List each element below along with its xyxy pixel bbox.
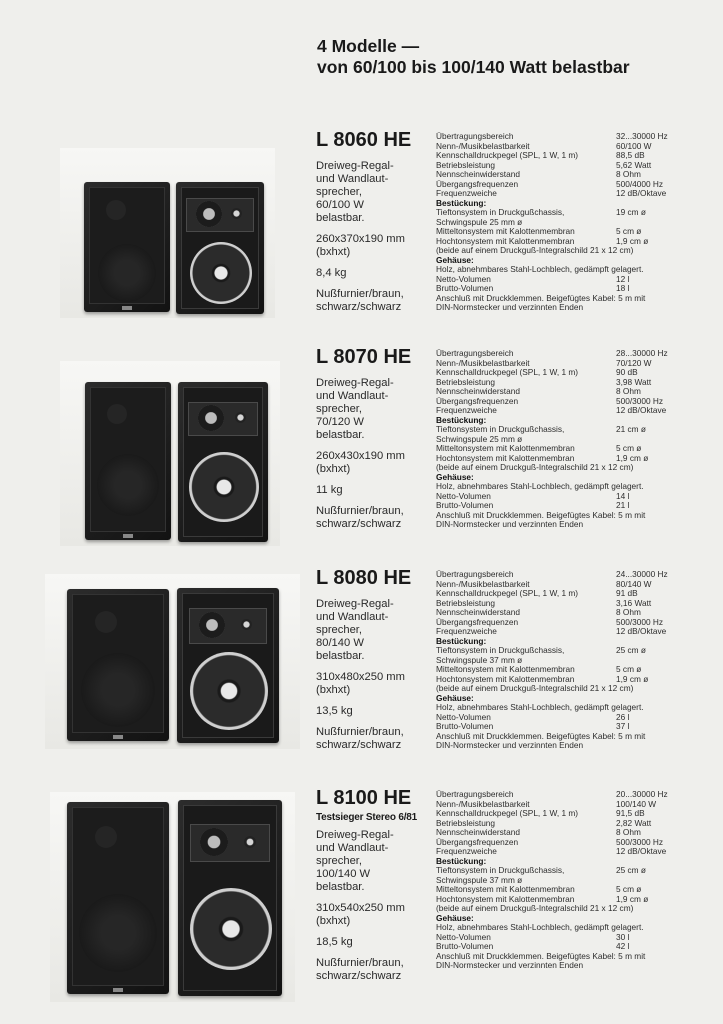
spec-note: (beide auf einem Druckguß-Integralschild 21 x 12 cm) — [436, 683, 634, 693]
spec-row: Nenn-/Musikbelastbarkeit 70/120 W — [436, 357, 652, 368]
spec-row: Brutto-Volumen 21 l — [436, 500, 630, 510]
finish: schwarz/schwarz — [316, 301, 402, 313]
spec-row: Betriebsleistung 3,16 Watt — [436, 597, 652, 608]
description-line: und Wandlaut- — [316, 842, 389, 854]
speaker-photo — [60, 148, 275, 318]
spec-row: Netto-Volumen 14 l — [436, 490, 630, 501]
description-line: und Wandlaut- — [316, 390, 389, 402]
award-badge: Testsieger Stereo 6/81 — [316, 812, 418, 823]
spec-row: Frequenzweiche 12 dB/Oktave — [436, 188, 667, 198]
speaker-without-grille — [178, 382, 268, 542]
speaker-closed-grille — [84, 182, 170, 312]
spec-note: Schwingspule 25 mm ø — [436, 433, 523, 444]
description-line: und Wandlaut- — [316, 611, 389, 623]
speaker-photo — [50, 792, 295, 1002]
spec-row: Netto-Volumen 30 l — [436, 931, 630, 942]
spec-note: Holz, abnehmbares Stahl-Lochblech, gedämpft gelagert. — [436, 264, 644, 274]
spec-note: (beide auf einem Druckguß-Integralschild 21 x 12 cm) — [436, 245, 634, 255]
spec-heading: Gehäuse: — [436, 912, 474, 923]
model-summary — [316, 345, 434, 539]
spec-row: Mitteltonsystem mit Kalottenmembran 5 cm ø — [436, 443, 642, 453]
spec-row: Kennschalldruckpegel (SPL, 1 W, 1 m) 90 dB — [436, 367, 638, 377]
finish: Nußfurnier/braun, — [316, 505, 404, 517]
spec-table — [436, 132, 721, 313]
spec-row: Hochtonsystem mit Kalottenmembran 1,9 cm ø — [436, 452, 649, 463]
description-line: belastbar. — [316, 881, 365, 893]
dimensions: 310x480x250 mm — [316, 671, 405, 683]
spec-row: Mitteltonsystem mit Kalottenmembran 5 cm ø — [436, 884, 642, 894]
dimensions: 310x540x250 mm — [316, 902, 405, 914]
spec-heading: Gehäuse: — [436, 692, 474, 703]
model-section-l8060 — [0, 128, 723, 353]
description-line: 100/140 W — [316, 868, 371, 880]
model-section-l8070 — [0, 345, 723, 570]
description-line: sprecher, — [316, 186, 363, 198]
weight: 8,4 kg — [316, 267, 347, 279]
finish: Nußfurnier/braun, — [316, 726, 404, 738]
spec-note: (beide auf einem Druckguß-Integralschild 21 x 12 cm) — [436, 903, 634, 913]
spec-row: Tieftonsystem in Druckgußchassis, 25 cm ø — [436, 865, 646, 875]
spec-table — [436, 790, 721, 971]
spec-heading: Gehäuse: — [436, 471, 474, 482]
description-line: 70/120 W — [316, 416, 364, 428]
dimensions-note: (bxhxt) — [316, 915, 351, 927]
spec-row: Brutto-Volumen 42 l — [436, 941, 630, 951]
finish: schwarz/schwarz — [316, 970, 402, 982]
dimensions-note: (bxhxt) — [316, 246, 351, 258]
spec-note: Schwingspule 37 mm ø — [436, 874, 523, 885]
description-line: und Wandlaut- — [316, 173, 389, 185]
spec-row: Brutto-Volumen 37 l — [436, 721, 630, 731]
speaker-without-grille — [178, 800, 282, 996]
spec-note: DIN-Normstecker und verzinnten Enden — [436, 302, 584, 312]
spec-row: Tieftonsystem in Druckgußchassis, 25 cm ø — [436, 645, 646, 655]
model-name: L 8080 HE — [316, 567, 412, 589]
headline-line-2: von 60/100 bis 100/140 Watt belastbar — [317, 57, 630, 77]
spec-heading: Bestückung: — [436, 855, 487, 866]
description-line: Dreiweg-Regal- — [316, 829, 394, 841]
dimensions-note: (bxhxt) — [316, 684, 351, 696]
spec-row: Netto-Volumen 12 l — [436, 273, 630, 284]
spec-row: Nennscheinwiderstand 8 Ohm — [436, 607, 641, 617]
speaker-closed-grille — [85, 382, 171, 540]
spec-heading: Bestückung: — [436, 197, 487, 208]
spec-row: Kennschalldruckpegel (SPL, 1 W, 1 m) 88,5 dB — [436, 150, 645, 160]
model-summary — [316, 566, 434, 760]
headline-line-1: 4 Modelle — — [317, 36, 420, 56]
speaker-closed-grille — [67, 589, 169, 741]
spec-row: Nenn-/Musikbelastbarkeit 80/140 W — [436, 578, 652, 589]
speaker-closed-grille — [67, 802, 169, 994]
spec-row: Übertragungsbereich 32...30000 Hz — [436, 131, 668, 141]
spec-note: Anschluß mit Druckklemmen. Beigefügtes Kabel: 5 m mit — [436, 292, 646, 303]
spec-row: Kennschalldruckpegel (SPL, 1 W, 1 m) 91 dB — [436, 588, 638, 598]
description-line: belastbar. — [316, 650, 365, 662]
spec-row: Übergangsfrequenzen 500/3000 Hz — [436, 395, 664, 406]
spec-row: Nennscheinwiderstand 8 Ohm — [436, 827, 641, 837]
model-name: L 8100 HE — [316, 787, 412, 809]
spec-row: Frequenzweiche 12 dB/Oktave — [436, 846, 667, 856]
spec-row: Brutto-Volumen 18 l — [436, 283, 630, 293]
model-section-l8080 — [0, 566, 723, 791]
spec-row: Hochtonsystem mit Kalottenmembran 1,9 cm ø — [436, 235, 649, 246]
dimensions: 260x370x190 mm — [316, 233, 405, 245]
model-summary — [316, 128, 434, 322]
spec-row: Betriebsleistung 3,98 Watt — [436, 376, 652, 387]
description-line: sprecher, — [316, 855, 363, 867]
spec-row: Übergangsfrequenzen 500/4000 Hz — [436, 178, 664, 189]
dimensions-note: (bxhxt) — [316, 463, 351, 475]
spec-row: Netto-Volumen 26 l — [436, 711, 630, 722]
spec-row: Übergangsfrequenzen 500/3000 Hz — [436, 836, 664, 847]
description-line: Dreiweg-Regal- — [316, 598, 394, 610]
spec-note: Anschluß mit Druckklemmen. Beigefügtes Kabel: 5 m mit — [436, 730, 646, 741]
spec-row: Frequenzweiche 12 dB/Oktave — [436, 626, 667, 636]
description-line: Dreiweg-Regal- — [316, 377, 394, 389]
spec-table — [436, 349, 721, 530]
spec-row: Hochtonsystem mit Kalottenmembran 1,9 cm ø — [436, 893, 649, 904]
spec-row: Nennscheinwiderstand 8 Ohm — [436, 386, 641, 396]
spec-note: (beide auf einem Druckguß-Integralschild 21 x 12 cm) — [436, 462, 634, 472]
spec-row: Nenn-/Musikbelastbarkeit 100/140 W — [436, 798, 657, 809]
description-line: 80/140 W — [316, 637, 364, 649]
model-summary — [316, 786, 434, 991]
spec-row: Übergangsfrequenzen 500/3000 Hz — [436, 616, 664, 627]
spec-row: Mitteltonsystem mit Kalottenmembran 5 cm ø — [436, 664, 642, 674]
spec-note: DIN-Normstecker und verzinnten Enden — [436, 960, 584, 970]
finish: Nußfurnier/braun, — [316, 957, 404, 969]
weight: 18,5 kg — [316, 936, 353, 948]
spec-row: Betriebsleistung 2,82 Watt — [436, 817, 652, 828]
spec-note: Holz, abnehmbares Stahl-Lochblech, gedämpft gelagert. — [436, 922, 644, 932]
description-line: sprecher, — [316, 624, 363, 636]
spec-heading: Bestückung: — [436, 635, 487, 646]
spec-heading: Gehäuse: — [436, 254, 474, 265]
description-line: Dreiweg-Regal- — [316, 160, 394, 172]
spec-row: Übertragungsbereich 24...30000 Hz — [436, 569, 668, 579]
spec-note: DIN-Normstecker und verzinnten Enden — [436, 519, 584, 529]
description-line: belastbar. — [316, 429, 365, 441]
spec-row: Frequenzweiche 12 dB/Oktave — [436, 405, 667, 415]
spec-row: Tieftonsystem in Druckgußchassis, 19 cm ø — [436, 207, 646, 217]
speaker-photo — [45, 574, 300, 749]
description-line: belastbar. — [316, 212, 365, 224]
spec-note: Anschluß mit Druckklemmen. Beigefügtes Kabel: 5 m mit — [436, 950, 646, 961]
weight: 13,5 kg — [316, 705, 353, 717]
description-line: sprecher, — [316, 403, 363, 415]
spec-note: Schwingspule 37 mm ø — [436, 654, 523, 665]
model-name: L 8060 HE — [316, 129, 412, 151]
spec-row: Kennschalldruckpegel (SPL, 1 W, 1 m) 91,5 dB — [436, 808, 645, 818]
spec-table — [436, 570, 721, 751]
spec-row: Nenn-/Musikbelastbarkeit 60/100 W — [436, 140, 652, 151]
spec-heading: Bestückung: — [436, 414, 487, 425]
spec-row: Betriebsleistung 5,62 Watt — [436, 159, 652, 170]
page-headline — [317, 36, 630, 78]
model-section-l8100 — [0, 786, 723, 1011]
spec-row: Tieftonsystem in Druckgußchassis, 21 cm ø — [436, 424, 646, 434]
spec-row: Übertragungsbereich 20...30000 Hz — [436, 789, 668, 799]
speaker-without-grille — [177, 588, 279, 743]
spec-note: DIN-Normstecker und verzinnten Enden — [436, 740, 584, 750]
spec-note: Anschluß mit Druckklemmen. Beigefügtes Kabel: 5 m mit — [436, 509, 646, 520]
finish: schwarz/schwarz — [316, 739, 402, 751]
speaker-photo — [60, 361, 280, 546]
spec-row: Mitteltonsystem mit Kalottenmembran 5 cm ø — [436, 226, 642, 236]
finish: Nußfurnier/braun, — [316, 288, 404, 300]
spec-row: Hochtonsystem mit Kalottenmembran 1,9 cm ø — [436, 673, 649, 684]
spec-note: Holz, abnehmbares Stahl-Lochblech, gedämpft gelagert. — [436, 481, 644, 491]
description-line: 60/100 W — [316, 199, 364, 211]
speaker-without-grille — [176, 182, 264, 314]
spec-note: Holz, abnehmbares Stahl-Lochblech, gedämpft gelagert. — [436, 702, 644, 712]
spec-note: Schwingspule 25 mm ø — [436, 216, 523, 227]
dimensions: 260x430x190 mm — [316, 450, 405, 462]
weight: 11 kg — [316, 484, 343, 496]
finish: schwarz/schwarz — [316, 518, 402, 530]
model-name: L 8070 HE — [316, 346, 412, 368]
spec-row: Nennscheinwiderstand 8 Ohm — [436, 169, 641, 179]
spec-row: Übertragungsbereich 28...30000 Hz — [436, 348, 668, 358]
